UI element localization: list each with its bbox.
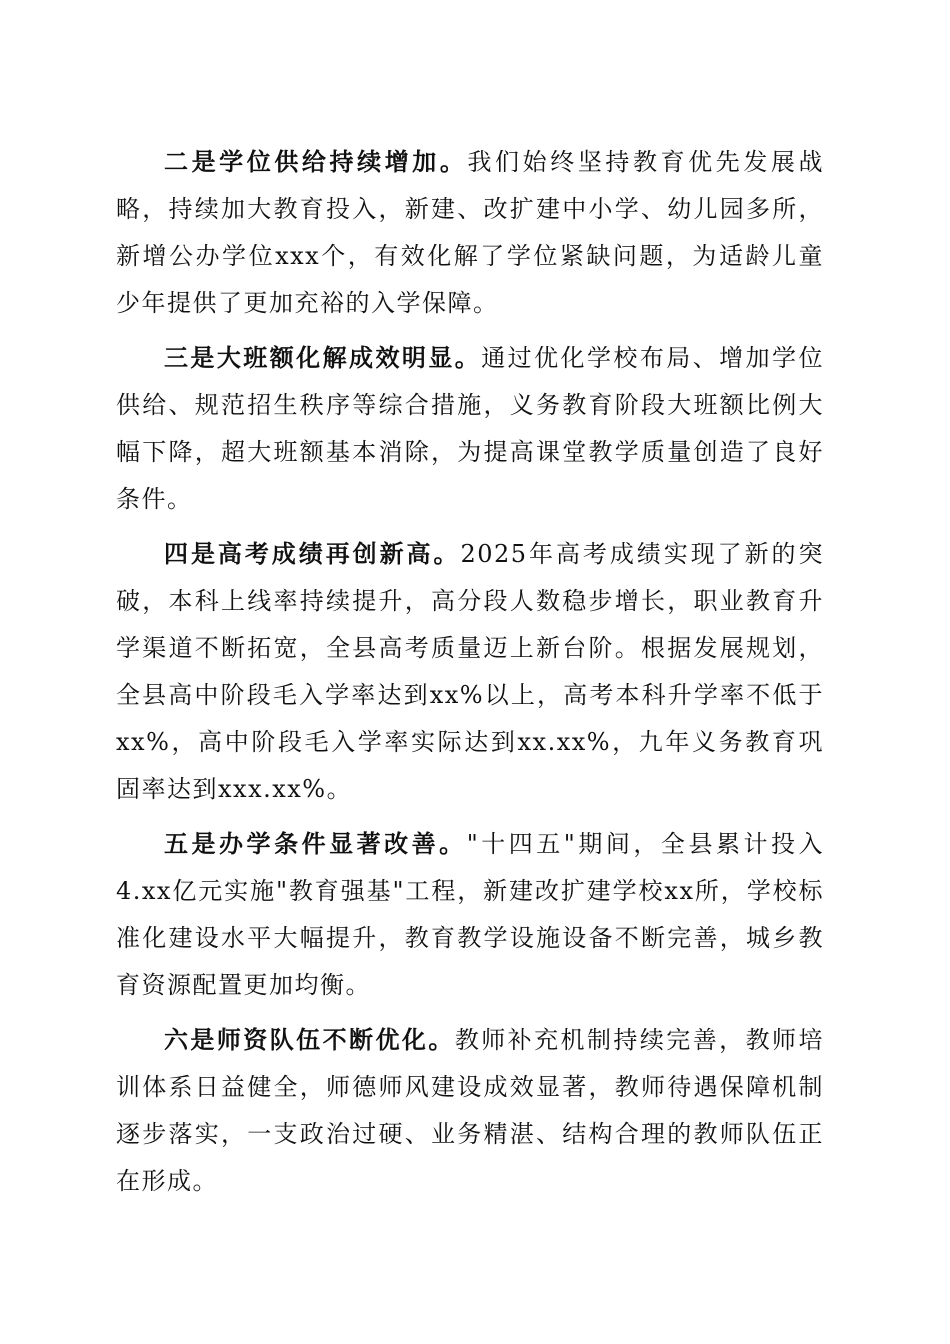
paragraph-exam-results	[116, 530, 824, 813]
paragraph-lead: 六是师资队伍不断优化。	[164, 1025, 455, 1054]
paragraph-lead: 二是学位供给持续增加。	[164, 147, 468, 176]
document-body	[116, 138, 824, 1212]
paragraph-text: 通过优化学校布局、增加学位供给、规范招生秩序等综合措施，义务教育阶段大班额比例大幅下降，超大班额基本消除，为提高课堂教学质量创造了良好条件。	[116, 344, 824, 513]
paragraph-lead: 五是办学条件显著改善。	[164, 829, 467, 858]
paragraph-teachers	[116, 1016, 824, 1205]
paragraph-lead: 四是高考成绩再创新高。	[164, 539, 461, 568]
paragraph-lead: 三是大班额化解成效明显。	[164, 343, 482, 372]
paragraph-text: "十四五"期间，全县累计投入4.xx亿元实施"教育强基"工程，新建改扩建学校xx所，学校标准化建设水平大幅提升，教育教学设施设备不断完善，城乡教育资源配置更加均衡。	[116, 830, 825, 999]
paragraph-text: 我们始终坚持教育优先发展战略，持续加大教育投入，新建、改扩建中小学、幼儿园多所，新增公办学位xxx个，有效化解了学位紧缺问题，为适龄儿童少年提供了更加充裕的入学保障。	[116, 148, 825, 317]
paragraph-class-size	[116, 334, 824, 523]
paragraph-text: 2025年高考成绩实现了新的突破，本科上线率持续提升，高分段人数稳步增长，职业教育升学渠道不断拓宽，全县高考质量迈上新台阶。根据发展规划，全县高中阶段毛入学率达到xx%以上，高考本科升学率不低于xx%，高中阶段毛入学率实际达到xx.xx%，九年义务教育巩固率达到xxx.xx%。	[116, 540, 825, 803]
paragraph-school-places	[116, 138, 824, 327]
paragraph-school-conditions	[116, 820, 824, 1009]
paragraph-text: 教师补充机制持续完善，教师培训体系日益健全，师德师风建设成效显著，教师待遇保障机制逐步落实，一支政治过硬、业务精湛、结构合理的教师队伍正在形成。	[116, 1026, 824, 1195]
